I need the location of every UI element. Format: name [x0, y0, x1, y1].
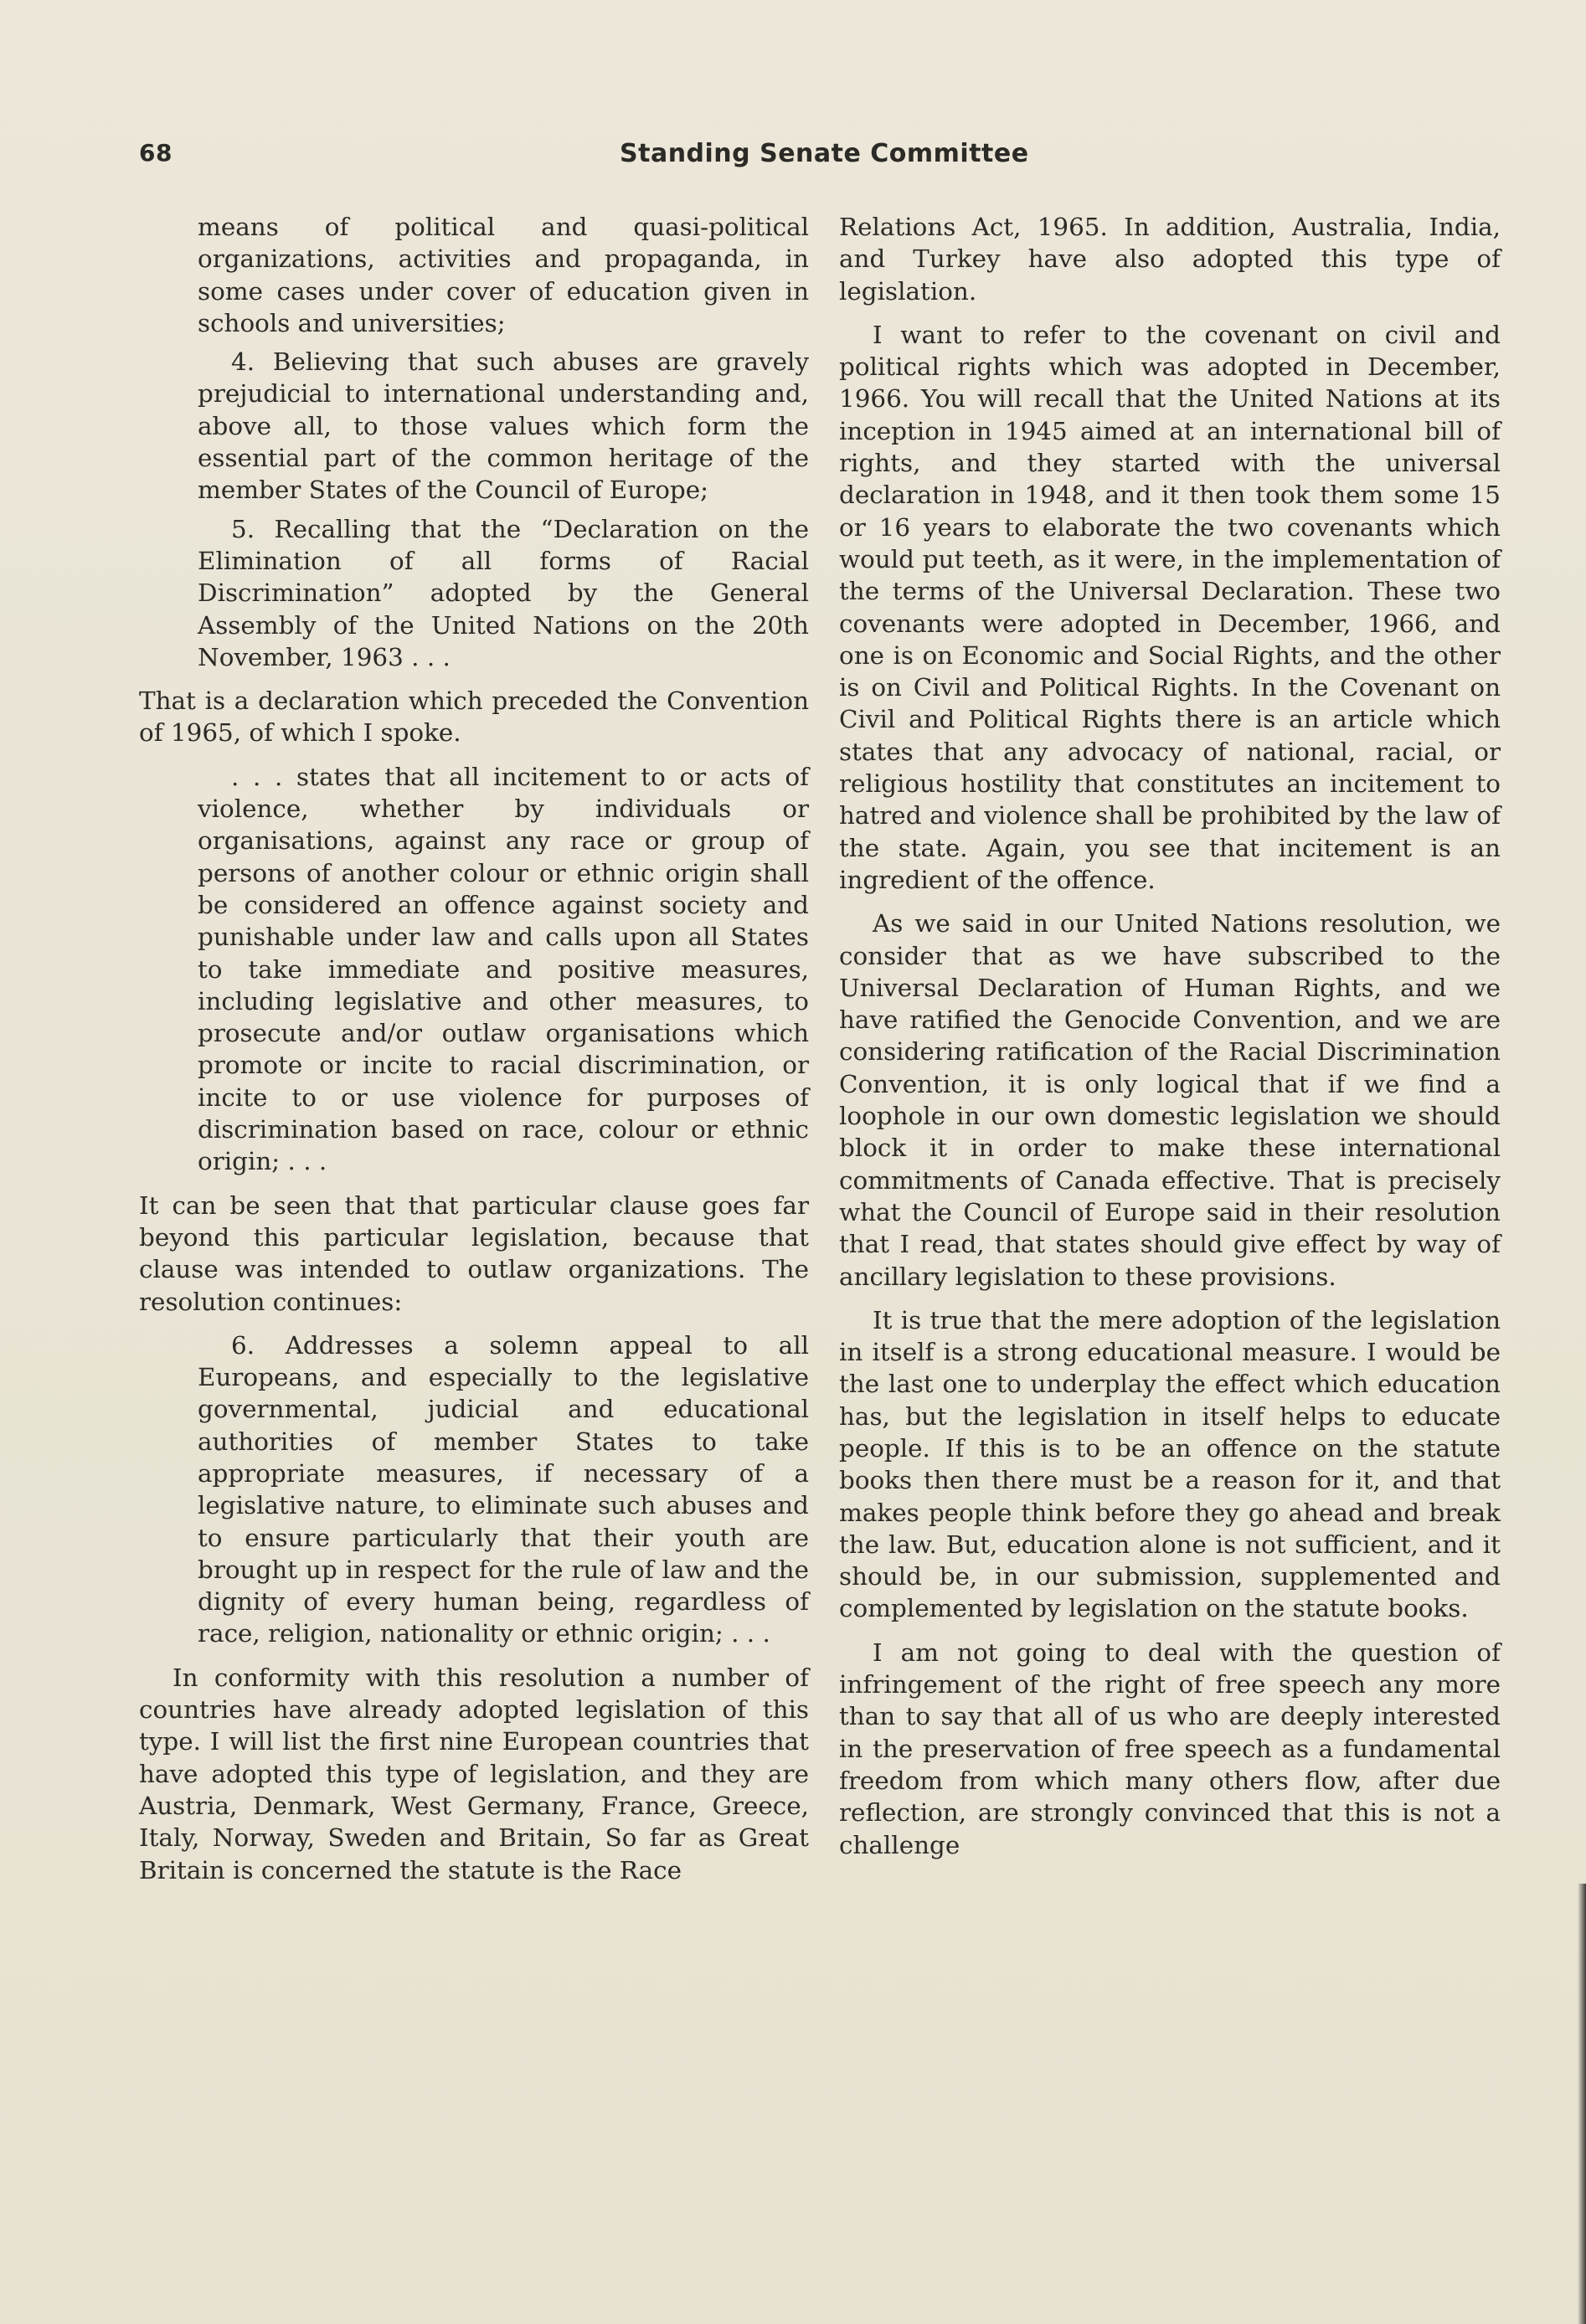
quote-paragraph: 4. Believing that such abuses are gravely prejudicial to international understanding and, above all, to those values which form the essential part of the common heritage of the member States of the Council of Europe;	[198, 347, 809, 505]
quote-paragraph: . . . states that all incitement to or acts of violence, whether by individuals or organisations, against any race or group of persons of another colour or ethnic origin shall be considered an offence against society and punishable under law and calls upon all States to take immediate and positive measures, including legislative and other measures, to prosecute and/or outlaw organisations which promote or incite to racial discrimination, or incite to or use violence for purposes of discrimination based on race, colour or ethnic origin; . . .	[198, 762, 809, 1176]
page-edge-shadow	[1578, 1884, 1586, 2324]
quote-paragraph: 5. Recalling that the “Declaration on the Elimination of all forms of Racial Discrimination” adopted by the General Assembly of the United Nations on the 20th November, 1963 . . .	[198, 514, 809, 671]
page-number: 68	[139, 139, 173, 167]
quote-paragraph: means of political and quasi-political organizations, activities and propaganda, in some cases under cover of education given in schools and universities;	[198, 213, 809, 337]
running-head: Standing Senate Committee	[620, 139, 1029, 168]
left-column	[139, 211, 809, 1886]
body-paragraph: It can be seen that that particular clause goes far beyond this particular legislation, because that clause was intended to outlaw organizations. The resolution continues:	[139, 1190, 809, 1316]
quote-paragraph: 6. Addresses a solemn appeal to all Europeans, and especially to the legislative governmental, judicial and educational authorities of member States to take appropriate measures, if necessary of a legislative nature, to eliminate such abuses and to ensure particularly that their youth are brought up in respect for the rule of law and the dignity of every human being, regardless of race, religion, nationality or ethnic origin; . . .	[198, 1330, 809, 1648]
body-paragraph: That is a declaration which preceded the Convention of 1965, of which I spoke.	[139, 686, 809, 748]
right-column	[839, 211, 1501, 1861]
body-paragraph: In conformity with this resolution a number of countries have already adopted legislation of this type. I will list the first nine European countries that have adopted this type of legislation, and they are Austria, Denmark, West Germany, France, Greece, Italy, Norway, Sweden and Britain, So far as Great Britain is concerned the statute is the Race	[139, 1663, 809, 1884]
body-paragraph: I am not going to deal with the question of infringement of the right of free speech any more than to say that all of us who are deeply interested in the preservation of free speech as a fundamental freedom from which many others flow, after due reflection, are strongly convinced that this is not a challenge	[839, 1638, 1501, 1859]
page-header	[0, 139, 1586, 179]
body-paragraph: I want to refer to the covenant on civil and political rights which was adopted in December, 1966. You will recall that the United Nations at its inception in 1945 aimed at an international bill of rights, and they started with the universal declaration in 1948, and it then took them some 15 or 16 years to elaborate the two covenants which would put teeth, as it were, in the implementation of the terms of the Universal Declaration. These two covenants were adopted in December, 1966, and one is on Economic and Social Rights, and the other is on Civil and Political Rights. In the Covenant on Civil and Political Rights there is an article which states that any advocacy of national, racial, or religious hostility that constitutes an incitement to hatred and violence shall be prohibited by the law of the state. Again, you see that incitement is an ingredient of the offence.	[839, 320, 1501, 894]
body-paragraph: As we said in our United Nations resolution, we consider that as we have subscribed to the Universal Declaration of Human Rights, and we have ratified the Genocide Convention, and we are considering ratification of the Racial Discrimination Convention, it is only logical that if we find a loophole in our own domestic legislation we should block it in order to make these international commitments of Canada effective. That is precisely what the Council of Europe said in their resolution that I read, that states should give effect by way of ancillary legislation to these provisions.	[839, 909, 1501, 1291]
body-paragraph: Relations Act, 1965. In addition, Australia, India, and Turkey have also adopted this type of legislation.	[839, 213, 1501, 306]
body-paragraph: It is true that the mere adoption of the legislation in itself is a strong educational measure. I would be the last one to underplay the effect which education has, but the legislation in itself helps to educate people. If this is to be an offence on the statute books then there must be a reason for it, and that makes people think before they go ahead and break the law. But, education alone is not sufficient, and it should be, in our submission, supplemented and complemented by legislation on the statute books.	[839, 1305, 1501, 1623]
